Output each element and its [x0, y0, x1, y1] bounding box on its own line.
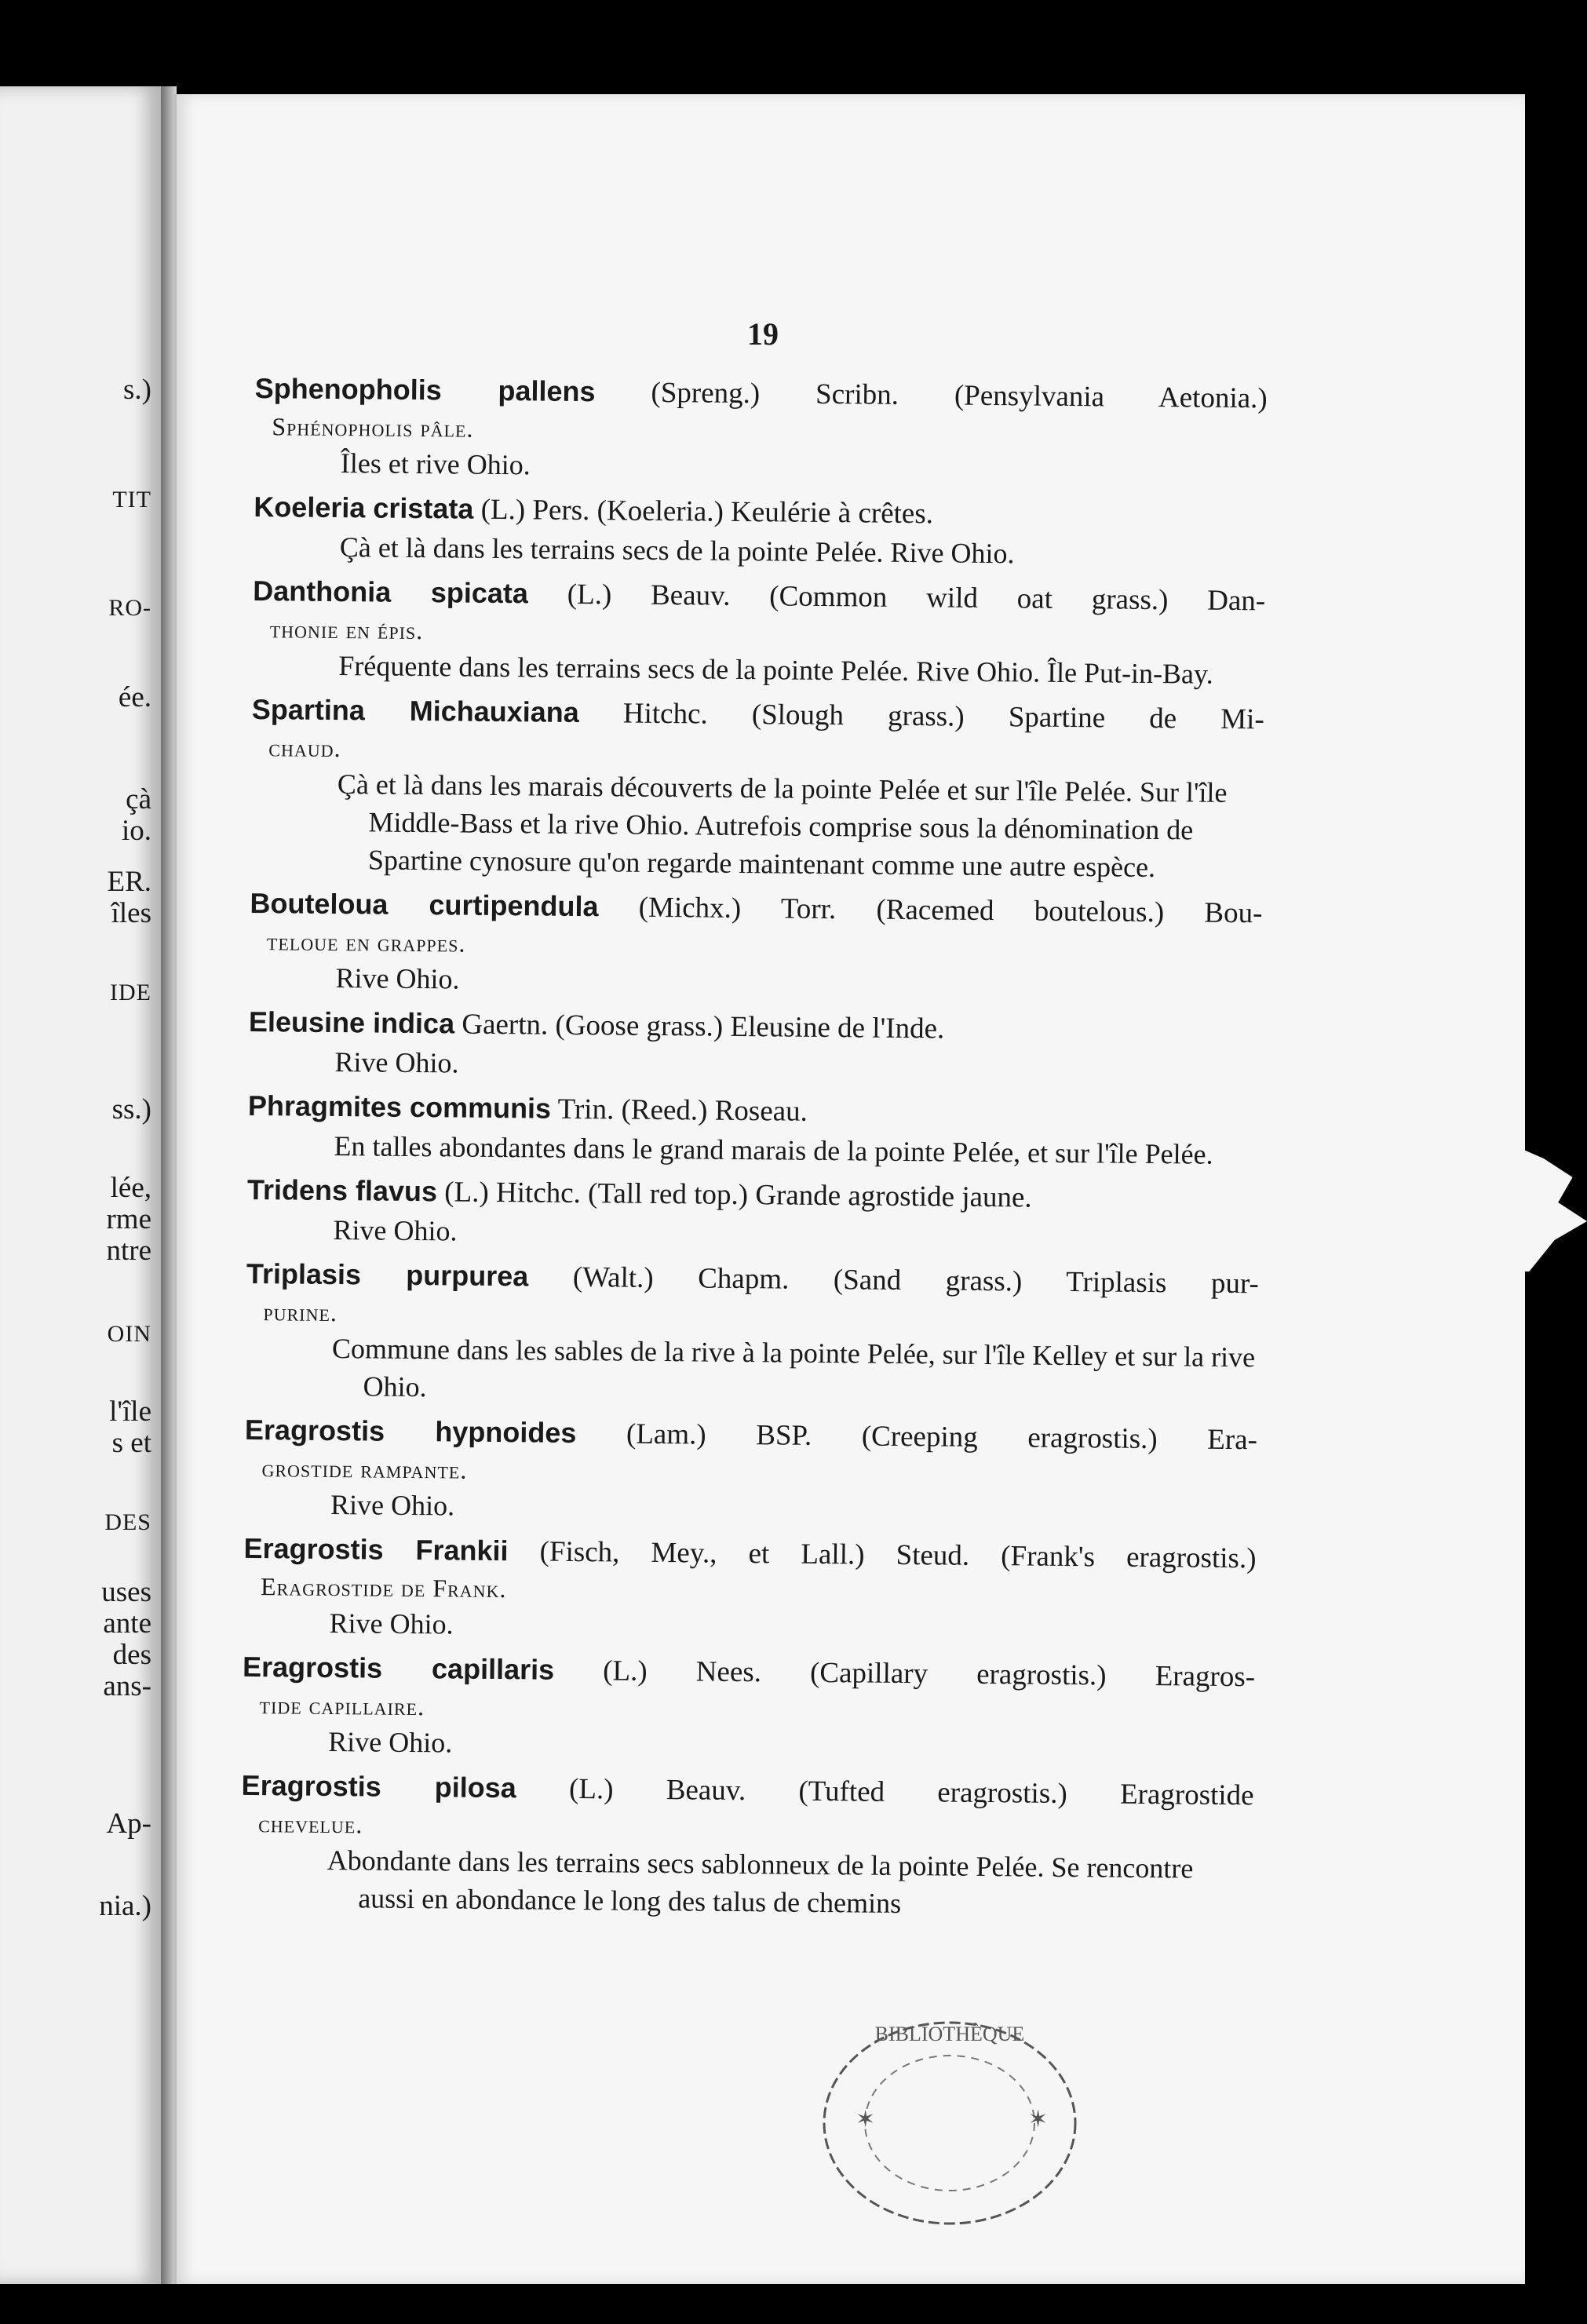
- left-page-fragment: s et: [111, 1427, 151, 1459]
- species-entry: [254, 369, 1268, 491]
- stamp-text: BIBLIOTHÈQUE: [874, 2023, 1025, 2045]
- species-description: Rive Ohio.: [334, 1046, 459, 1079]
- species-entry: [245, 1254, 1259, 1414]
- species-name: Eragrostis hypnoides: [244, 1413, 577, 1449]
- species-entry: [240, 1766, 1254, 1925]
- common-name: chaud.: [268, 733, 341, 763]
- left-page-fragment: des: [112, 1639, 151, 1671]
- left-page-fragment: çà: [126, 783, 151, 815]
- species-name: Tridens flavus: [246, 1173, 438, 1208]
- common-name: teloue en grappes.: [266, 927, 466, 958]
- svg-text:✶: ✶: [1028, 2107, 1049, 2132]
- left-page-fragment: uses: [101, 1576, 151, 1608]
- species-name: Spartina Michauxiana: [251, 692, 579, 728]
- species-entry: [244, 1410, 1257, 1532]
- left-page-fragment: rme: [106, 1203, 151, 1235]
- left-page-edge: [0, 86, 166, 2284]
- species-description: En talles abondantes dans le grand marais de la pointe Pelée, et sur l'île Pelée.: [334, 1130, 1213, 1170]
- common-name: thonie en épis.: [269, 615, 424, 645]
- species-name: Bouteloua curtipendula: [250, 886, 599, 923]
- left-page-fragment: OIN: [107, 1321, 151, 1347]
- left-page-fragment: ans-: [103, 1670, 151, 1702]
- left-page-fragment: s.): [123, 374, 151, 406]
- species-name: Koeleria cristata: [254, 490, 474, 525]
- left-page-fragment: ée.: [118, 681, 151, 713]
- species-authority: (Spreng.) Scribn. (Pensylvania Aetonia.): [651, 376, 1268, 415]
- species-description: Commune dans les sables de la rive à la pointe Pelée, sur l'île Kelley et sur la rive Ohio.: [331, 1332, 1256, 1403]
- page-number: 19: [747, 316, 779, 352]
- species-name: Eleusine indica: [248, 1005, 455, 1040]
- left-page-fragment: RO-: [108, 595, 151, 621]
- left-page-fragment: ntre: [106, 1235, 151, 1267]
- species-authority: (L.) Nees. (Capillary eragrostis.) Eragros-: [603, 1655, 1256, 1694]
- species-authority: Hitchc. (Slough grass.) Spartine de Mi-: [622, 697, 1264, 736]
- species-description: Rive Ohio.: [330, 1488, 455, 1522]
- species-authority: (L.) Beauv. (Tufted eragrostis.) Eragrostide: [568, 1772, 1254, 1812]
- species-entry: [249, 884, 1262, 1005]
- left-page-fragment: nia.): [99, 1890, 151, 1922]
- species-description: Fréquente dans les terrains secs de la pointe Pelée. Rive Ohio. Île Put-in-Bay.: [338, 650, 1213, 690]
- species-description: Çà et là dans les terrains secs de la pointe Pelée. Rive Ohio.: [339, 531, 1015, 570]
- species-name: Danthonia spicata: [253, 574, 529, 610]
- species-authority: (L.) Pers. (Koeleria.) Keulérie à crêtes.: [480, 493, 934, 531]
- species-entry: [248, 1002, 1261, 1089]
- left-page-fragment: ss.): [111, 1093, 151, 1126]
- species-name: Eragrostis capillaris: [242, 1650, 555, 1686]
- svg-text:✶: ✶: [856, 2107, 876, 2132]
- species-authority: Gaertn. (Goose grass.) Eleusine de l'Inde.: [462, 1008, 945, 1045]
- species-name: Eragrostis Frankii: [243, 1531, 509, 1567]
- species-authority: (Fisch, Mey., et Lall.) Steud. (Frank's eragrostis.): [539, 1535, 1257, 1575]
- species-entry: [243, 1529, 1256, 1651]
- species-description: Rive Ohio.: [329, 1607, 454, 1640]
- species-name: Sphenopholis pallens: [254, 371, 596, 408]
- left-page-fragment: DES: [104, 1509, 151, 1535]
- common-name: chevelue.: [258, 1809, 363, 1839]
- left-page-fragment: l'île: [109, 1395, 151, 1428]
- common-name: Eragrostide de Frank.: [260, 1572, 507, 1603]
- species-description: Rive Ohio.: [328, 1725, 453, 1759]
- species-description: Îles et rive Ohio.: [340, 447, 531, 481]
- species-description: Çà et là dans les marais découverts de la pointe Pelée et sur l'île Pelée. Sur l'île Middle-Bass et la rive Ohio. Autrefois comprise sous la dénomination de Spartine cynosure qu'on regarde maintenant comme une autre espèce.: [337, 768, 1228, 884]
- species-list: [240, 369, 1268, 1932]
- species-entry: [254, 487, 1267, 575]
- left-page-fragment: ER.: [107, 866, 151, 898]
- species-entry: [246, 1170, 1260, 1257]
- species-name: Eragrostis pilosa: [241, 1768, 516, 1804]
- common-name: tide capillaire.: [259, 1691, 425, 1721]
- species-description: Abondante dans les terrains secs sablonneux de la pointe Pelée. Se rencontre aussi en abondance le long des talus de chemins: [327, 1844, 1194, 1919]
- species-entry: [247, 1086, 1260, 1173]
- common-name: purine.: [263, 1297, 338, 1327]
- species-name: Phragmites communis: [247, 1089, 552, 1125]
- species-authority: (Lam.) BSP. (Creeping eragrostis.) Era-: [626, 1417, 1258, 1457]
- species-authority: (Walt.) Chapm. (Sand grass.) Triplasis pur-: [572, 1261, 1260, 1301]
- left-page-fragment: îles: [111, 897, 151, 929]
- species-description: Rive Ohio.: [333, 1214, 458, 1247]
- left-page-fragment: TIT: [112, 487, 151, 513]
- common-name: grostide rampante.: [261, 1454, 468, 1484]
- species-authority: Trin. (Reed.) Roseau.: [557, 1093, 808, 1128]
- species-entry: [252, 571, 1265, 693]
- left-page-fragment: IDE: [110, 980, 151, 1005]
- species-authority: (L.) Beauv. (Common wild oat grass.) Dan-: [567, 578, 1266, 618]
- species-name: Triplasis purpurea: [246, 1257, 529, 1293]
- left-page-fragment: io.: [121, 815, 151, 847]
- species-authority: (Michx.) Torr. (Racemed boutelous.) Bou-: [638, 891, 1263, 930]
- species-authority: (L.) Hitchc. (Tall red top.) Grande agrostide jaune.: [444, 1176, 1032, 1214]
- species-description: Rive Ohio.: [335, 962, 460, 995]
- left-page-fragment: ante: [103, 1607, 151, 1640]
- torn-page-edge: [1515, 1146, 1587, 1271]
- left-page-fragment: Ap-: [106, 1808, 151, 1840]
- library-stamp: [808, 2009, 1091, 2237]
- common-name: Sphénopholis pâle.: [272, 412, 474, 443]
- left-page-fragment: lée,: [110, 1172, 151, 1204]
- species-entry: [242, 1647, 1255, 1769]
- species-entry: [250, 690, 1264, 887]
